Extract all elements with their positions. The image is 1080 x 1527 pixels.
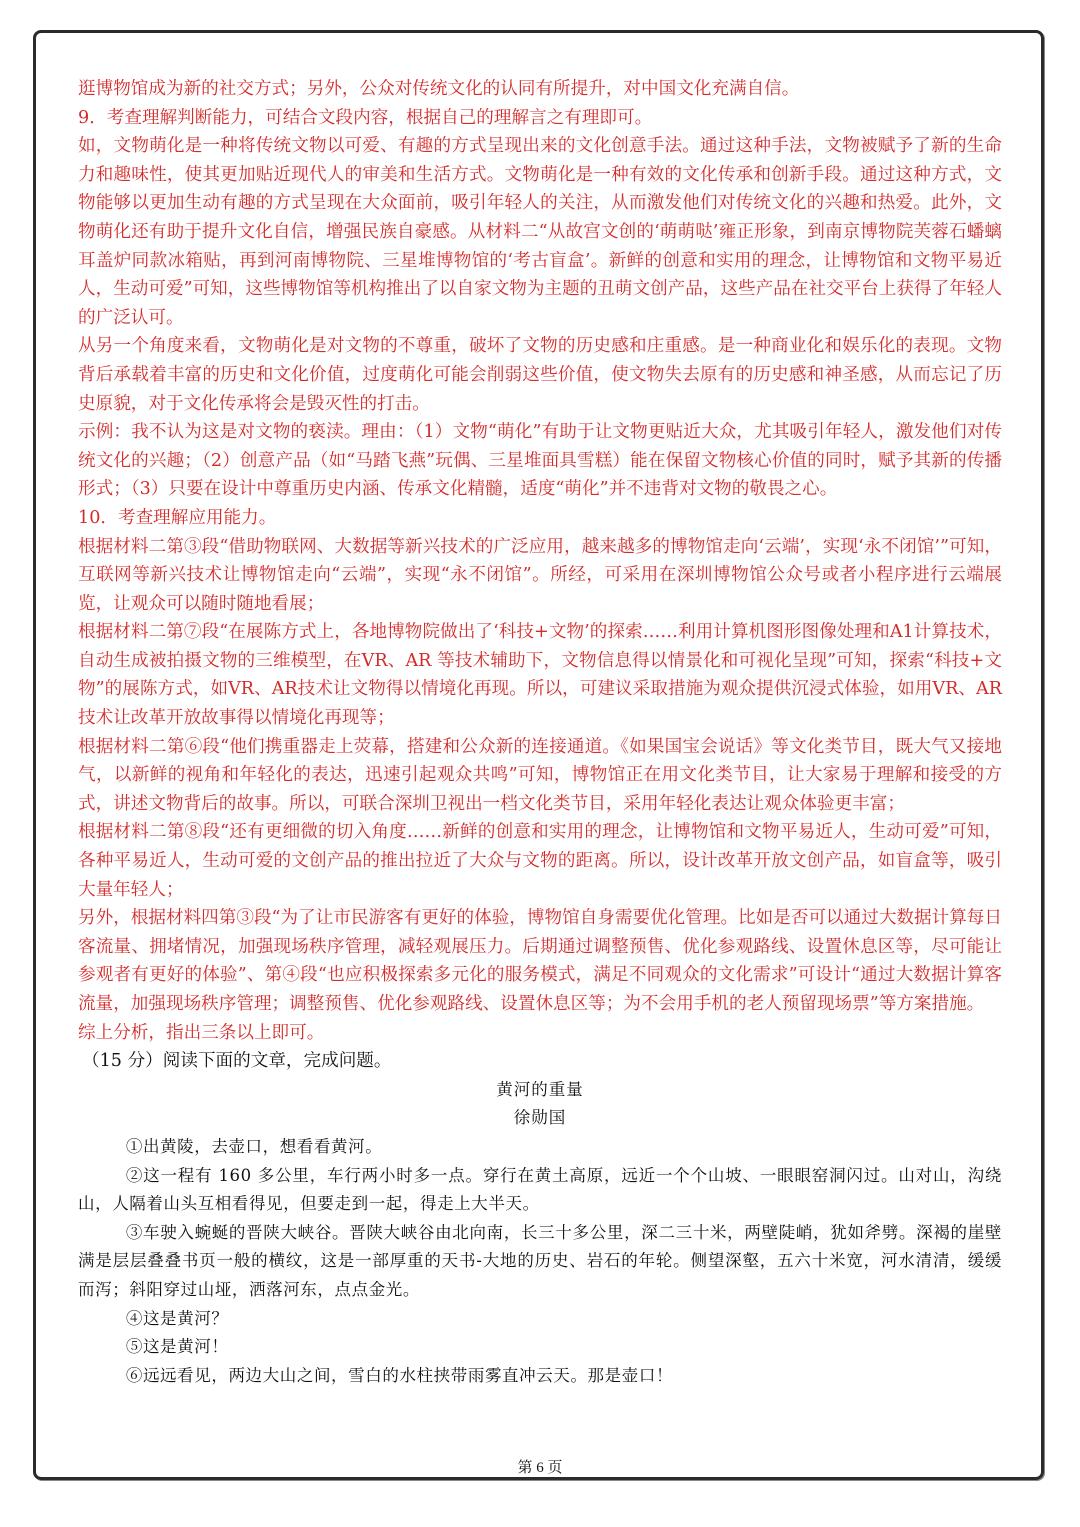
- article-paragraph: ④这是黄河？: [125, 1308, 229, 1328]
- answer-question-9-heading: 9．考查理解判断能力，可结合文段内容，根据自己的理解言之有理即可。: [78, 107, 653, 128]
- answer-section: [78, 75, 1002, 1047]
- answer-line: 从另一个角度来看，文物萌化是对文物的不尊重，破坏了文物的历史感和庄重感。是一种商业化和娱乐化的表现。文物背后承载着丰富的历史和文化价值，过度萌化可能会削弱这些价值，使文物失去原有的历史感和神圣感，从而忘记了历史原貌，对于文化传承将会是毁灭性的打击。: [78, 336, 1002, 414]
- article-paragraph: ③车驶入蜿蜒的晋陕大峡谷。晋陕大峡谷由北向南，长三十多公里，深二三十米，两壁陡峭，犹如斧劈。深褐的崖壁满是层层叠叠书页一般的横纹，这是一部厚重的天书-大地的历史、岩石的年轮。侧望深壑，五六十米宽，河水清清，缓缓而泻；斜阳穿过山垭，洒落河东，点点金光。: [78, 1222, 1002, 1299]
- article-paragraph: ⑥远远看见，两边大山之间，雪白的水柱挟带雨雾直冲云天。那是壶口！: [125, 1365, 674, 1385]
- answer-line: 逛博物馆成为新的社交方式；另外，公众对传统文化的认同有所提升，对中国文化充满自信。: [78, 79, 800, 99]
- answer-question-10-heading: 10．考查理解应用能力。: [78, 507, 277, 528]
- article-title: 黄河的重量: [496, 1079, 584, 1099]
- answer-line: 综上分析，指出三条以上即可。: [78, 1022, 325, 1043]
- answer-line: 根据材料二第⑧段“还有更细微的切入角度……新鲜的创意和实用的理念，让博物馆和文物平易近人，生动可爱”可知， 各种平易近人，生动可爱的文创产品的推出拉近了大众与文物的距离。所以，设计改革开放文创产品，如盲盒等，吸引大量年轻人；: [78, 822, 1002, 900]
- document-body: [78, 75, 1002, 1390]
- article-author: 徐勋国: [513, 1108, 567, 1128]
- article-paragraph: ②这一程有 160 多公里，车行两小时多一点。穿行在黄土高原，远近一个个山坡、一眼眼窑洞闪过。山对山，沟绕山，人隔着山头互相看得见，但要走到一起，得走上大半天。: [78, 1165, 1002, 1214]
- answer-line: 示例：我不认为这是对文物的亵渎。理由：（1）文物“萌化”有助于让文物更贴近大众，尤其吸引年轻人，激发他们对传统文化的兴趣；（2）创意产品（如“马踏飞燕”玩偶、三星堆面具雪糕）能在保留文物核心价值的同时，赋予其新的传播形式；（3）只要在设计中尊重历史内涵、传承文化精髓，适度“萌化”并不违背对文物的敬畏之心。: [78, 422, 1002, 500]
- article: [78, 1076, 1002, 1391]
- page-number: 第 6 页: [517, 1460, 563, 1476]
- answer-line: 根据材料二第⑦段“在展陈方式上，各地博物院做出了‘科技+文物’的探索……利用计算机图形图像处理和A1计算技术，自动生成被拍摄文物的三维模型，在VR、AR 等技术辅助下，文物信息得以情景化和可视化呈现”可知，探索“科技+文物”的展陈方式，如VR、AR技术让文物得以情境化再现。所以，可建议采取措施为观众提供沉浸式体验，如用VR、AR技术让改革开放故事得以情境化再现等；: [78, 622, 1002, 729]
- answer-line: 根据材料二第③段“借助物联网、大数据等新兴技术的广泛应用，越来越多的博物馆走向‘云端’，实现‘永不闭馆’”可知，互联网等新兴技术让博物馆走向“云端”，实现“永不闭馆”。所经，可采用在深圳博物馆公众号或者小程序进行云端展览，让观众可以随时随地看展；: [78, 536, 1002, 614]
- answer-line: 如，文物萌化是一种将传统文物以可爱、有趣的方式呈现出来的文化创意手法。通过这种手法，文物被赋予了新的生命力和趣味性，使其更加贴近现代人的审美和生活方式。文物萌化是一种有效的文化传承和创新手段。通过这种方式，文物能够以更加生动有趣的方式呈现在大众面前，吸引年轻人的关注，从而激发他们对传统文化的兴趣和热爱。此外，文物萌化还有助于提升文化自信，增强民族自豪感。从材料二“从故宫文创的‘萌萌哒’雍正形象，到南京博物院芙蓉石蟠螭耳盖炉同款冰箱贴，再到河南博物院、三星堆博物馆的‘考古盲盒’。新鲜的创意和实用的理念，让博物馆和文物平易近人，生动可爱”可知，这些博物馆等机构推出了以自家文物为主题的丑萌文创产品，这些产品在社交平台上获得了年轻人的广泛认可。: [78, 136, 1002, 328]
- answer-line: 另外，根据材料四第③段“为了让市民游客有更好的体验，博物馆自身需要优化管理。比如是否可以通过大数据计算每日客流量、拥堵情况，加强现场秩序管理，减轻观展压力。后期通过调整预售、优化参观路线、设置休息区等，尽可能让参观者有更好的体验”、第④段“也应积极探索多元化的服务模式，满足不同观众的文化需求”可设计“通过大数据计算客流量，加强现场秩序管理；调整预售、优化参观路线、设置休息区等；为不会用手机的老人预留现场票”等方案措施。: [78, 908, 1002, 1014]
- question-intro: （15 分）阅读下面的文章，完成问题。: [82, 1051, 392, 1072]
- answer-line: 根据材料二第⑥段“他们携重器走上荧幕，搭建和公众新的连接通道。《如果国宝会说话》等文化类节目，既大气又接地气，以新鲜的视角和年轻化的表达，迅速引起观众共鸣”可知，博物馆正在用文化类节目，让大家易于理解和接受的方式，讲述文物背后的故事。所以，可联合深圳卫视出一档文化类节目，采用年轻化表达让观众体验更丰富；: [78, 736, 1002, 814]
- article-paragraph: ①出黄陵，去壶口，想看看黄河。: [125, 1136, 383, 1156]
- article-paragraph: ⑤这是黄河！: [125, 1337, 229, 1357]
